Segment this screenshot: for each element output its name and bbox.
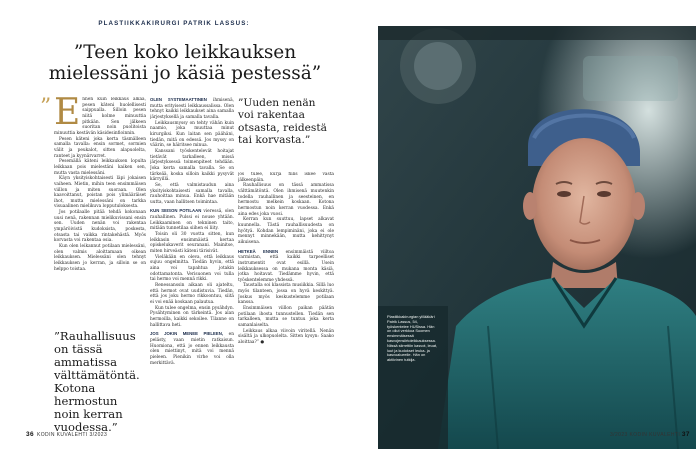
surgeon-photo (378, 26, 696, 449)
page-number: 37 (681, 431, 690, 438)
paragraph: Pesemällä käteni leikkauksen lopulta leikkaan pois mielestäni kaiken sen, mutta vasta mielessäni. (54, 159, 146, 176)
paragraph: Taustalla soi klassista musiikkia. Sillä luo myös tilanteen, jossa on hyvä keskittyä. Joskus myös keskustelemme potilaan kanssa. (238, 283, 334, 306)
intro-paragraph (54, 97, 146, 137)
pull-quote-left: ”Rauhallisuus on tässä ammatissa välttämätöntä. Kotona hermostun noin kerran vuodessa.” (54, 329, 140, 434)
dropcap: E (54, 97, 81, 133)
pull-quote-right: ”Uuden nenän voi rakentaa otsasta, reidestä tai korvasta.” (238, 97, 327, 146)
paragraph: OLEN SYSTEMAATTINEN ihmisenä, mutta erityisesti leikkaussalissa. Olen tehnyt kaikki leikkaukset aina samalla järjestyksellä ja samalla tavalla. (150, 97, 234, 120)
paragraph: Kun tulee ongelma, ensin pysähdyn. Pysähtyminen on tärkeintä. Jos alan hermoilla, kaikki sekoilee. Tilanne on hallittava heti. (150, 305, 234, 328)
paragraph: Kanssani työskentelevät hoitajat tietävät tarkalleen, missä järjestyksessä toimenpiteet tehdään. Joka kerta samalla tavalla. Se on tärkeää, koska silloin kaikki pysyvät kärryillä. (150, 148, 234, 183)
headline: ”Teen koko leikkauksen mielessäni jo käsiä pestessä” (48, 42, 322, 84)
paragraph: Renessanssin aikaan oli ajateltu, että hermot ovat uudistuvia. Tiedän, että jos joku hermo rikkoontuu, siitä ei voi enää koskaan palautua. (150, 283, 234, 305)
paragraph: Vieläkään en oleva, että leikkaus sujuu ongelmitta. Tiedän hyvin, että aina voi tapahtua jotakin odottamatonta. Verisuonen voi tulla tai hermo voi mennä rikki. (150, 254, 234, 283)
paragraph: jos tulee, kurja fiilis iskee vasta jälkeenpäin. (238, 172, 334, 183)
paragraph: Kerran kun suuttuu, lapset alkavat kuunnella. Tästä rauhallisuudesta on hyötyä. Kohdan lempiminäni, joka ei ole mennyt minnekään, mutta kehittynyt aikuisena. (238, 217, 334, 245)
paragraph: HETKEÄ ENNEN ensimmäistä viiltoa varmistan, että kaikki tarpeelliset instrumentit ovat esillä. Usein leikkauksessa on mukana monta käsiä, jotka hoitavat. Tiedämme hyvin, että työskentelemme yhdessä. (238, 248, 334, 283)
footer-left (26, 431, 107, 438)
photo-caption: Plastiikkakirurgian ylilääkäri Patrik Lassus, 54, työskentelee HUSissa. Hän on ollut verkkoa Suomen ensimmäisessä kasvojensiirtoleikkauksessa. Niissä siirrettiin kasvot, leuat, luut ja kudokset leuka- ja kasvoalueelle. Hän on aktiivinen tutkija. (387, 314, 438, 363)
footer-magazine: 3/2023 KODIN KUVALEHTI (610, 432, 681, 438)
quote-mark-icon: ” (40, 95, 52, 120)
footer-magazine: KODIN KUVALEHTI 3/2023 (37, 432, 108, 438)
paragraph: Kun olen leikannut potilaan mielessäni, olen valmis aloittamaan oikean leikkauksen. Mielessäni olen tehnyt leikkauksen jo kerran, ja silloin se on helppo toistaa. (54, 244, 146, 272)
kicker: PLASTIIKKAKIRURGI PATRIK LASSUS: (98, 20, 250, 27)
paragraph: Leikkaus alkaa viivoin viritellä. Nenän sisältä ja ulkopuolelta. Sitten kysyn: Saako aloittaa?” ● (238, 328, 334, 346)
column-3 (238, 172, 334, 422)
footer-right (610, 431, 693, 438)
paragraph: Se, että valmistaudun aina yksityiskohtaisesti samalla tavalla, rauhoittaa minua. Enkä hae mitään uutta, vaan hallitsen toimintaa. (150, 182, 234, 205)
paragraph: JOS JOKIN MENEE PIELEEN, en pelästy, vaan mietin ratkaisun. Huomiona, että jo ennen leikkausta olen miettinyt, mitä voi mennä pieleen. Pienikin virhe voi olla merkittävä. (150, 331, 234, 366)
paragraph: Pesen käteni joka kerta täsmälleen samalla tavalla: ensin sormet, sormien välit ja peukalot, sitten alapuolelta, ranteet ja kyynärvarret. (54, 136, 146, 159)
paragraph: Ensimmäisen viillon paikan päätän potilaan ihosta tunnustellen. Tiedän sen tarkalleen, mutta se tuntuu joka kerta samanlaiselta. (238, 306, 334, 329)
paragraph: Rauhallisuus on tässä ammatissa välttämätöntä. Olen ihmisenä muutenkin todella rauhallinen ja seesteinen, en hermostu melkein koskaan. Kotona hermostun noin kerran vuodessa. Enkä aina edes joka vuosi. (238, 183, 334, 217)
page-number: 36 (26, 431, 35, 438)
paragraph: Toisin oli 30 vuotta sitten, kun leikkasin ensimmäistä kertaa opiskelukaverit seuranani. Mainitse, miten hirveästi käteni tärisivät. (150, 232, 234, 255)
paragraph: Jos potilaalle pitää tehdä kokonaan uusi nenä, rakennan mielikuvissani ensin sen. Uuden nenän voi rakentaa ympäröivistä kudoksista, poskesta, otsasta tai vaikka rintakehästä. Myös korvasta voi rakentaa osia. (54, 210, 146, 244)
column-2 (150, 97, 234, 424)
paragraph: Leikkausmyssy on tehty vähän kuin naamio, joka muuttaa minut kirurgiksi. Kun laitan sen päähäni, tiedän, mitä on edessä. Jos myssy on väärin, se häiritsee minua. (150, 120, 234, 149)
paragraph: KUN SEISON POTILAAN vieressä, olen rauhallinen. Pulssi ei nouse yhtään. Leikkaaminen on tekninen taito, mitään tunnetilaa siihen ei liity. (150, 208, 234, 232)
intro-text: nnen kuin leikkaus alkaa, pesen käteni huolellisesti saippualla. Silloin pesen niitä kolme minuuttia pitkään. Sen jälkeen suoritan noin puolitoista minuuttia kestävän käsidesinfioinnin. (54, 97, 146, 136)
paragraph: Käyn yksityiskohtaisesti läpi jokaisen vaiheen. Mietin, mihin teen ensimmäisen viillon ja miten suoraan. Olen kaavoittanut, poistan pois ylimääräiset ihot, mutta mielessäni on tarkka visuaalinen mielikuva lopputuloksesta. (54, 176, 146, 210)
